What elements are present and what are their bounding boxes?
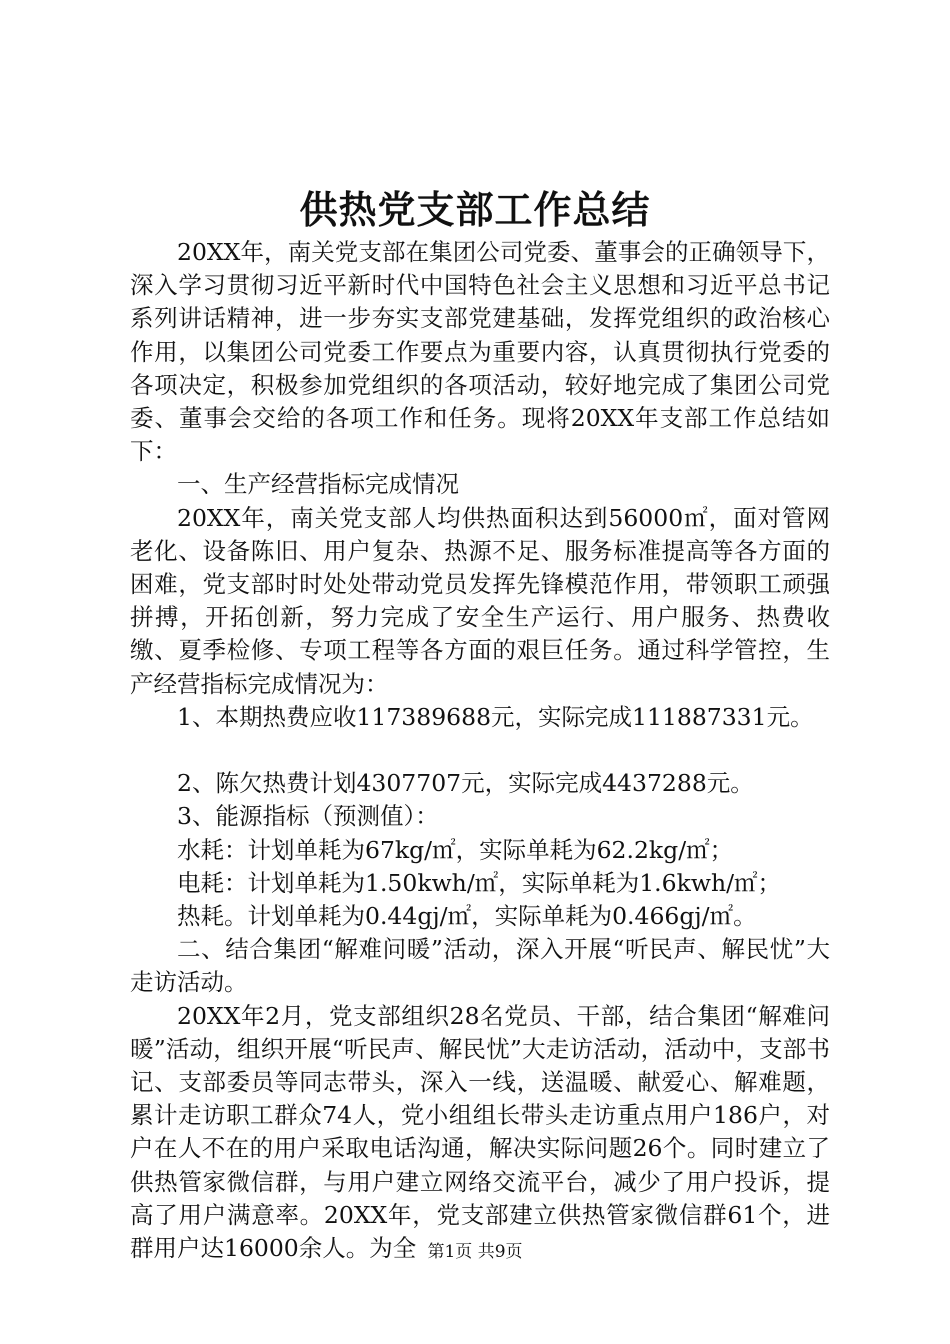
- section-heading-visits: 二、结合集团“解难问暖”活动，深入开展“听民声、解民忧”大走访活动。: [130, 935, 830, 997]
- paragraph-visits: 20XX年2月，党支部组织28名党员、干部，结合集团“解难问暖”活动，组织开展“听民声、解民忧”大走访活动，活动中，支部书记、支部委员等同志带头，深入一线，送温暖、献爱心、解难题，累计走访职工群众74人，党小组组长带头走访重点用户186户，对户在人不在的用户采取电话沟通，解决实际问题26个。同时建立了供热管家微信群，与用户建立网络交流平台，减少了用户投诉，提高了用户满意率。20XX年，党支部建立供热管家微信群61个，进群用户达16000余人。为全: [130, 1001, 830, 1263]
- list-item-arrears: 2、陈欠热费计划4307707元，实际完成4437288元。: [177, 769, 754, 798]
- energy-heat: 热耗。计划单耗为0.44gj/㎡，实际单耗为0.466gj/㎡。: [177, 902, 757, 931]
- section-heading-production: 一、生产经营指标完成情况: [177, 470, 459, 499]
- list-item-heat-fee: 1、本期热费应收117389688元，实际完成111887331元。: [177, 702, 814, 731]
- blank-line: [130, 734, 830, 767]
- paragraph-production: 20XX年，南关党支部人均供热面积达到56000㎡，面对管网老化、设备陈旧、用户复杂、热源不足、服务标准提高等各方面的困难，党支部时时处处带动党员发挥先锋模范作用，带领职工顽强拼搏，开拓创新，努力完成了安全生产运行、用户服务、热费收缴、夏季检修、专项工程等各方面的艰巨任务。通过科学管控，生产经营指标完成情况为：: [130, 503, 830, 698]
- list-item-energy: 3、能源指标（预测值）：: [177, 802, 439, 831]
- energy-electricity: 电耗：计划单耗为1.50kwh/㎡，实际单耗为1.6kwh/㎡；: [177, 868, 782, 897]
- document-body: [130, 236, 830, 1265]
- page-footer: 第1页 共9页: [427, 1242, 523, 1262]
- paragraph-intro: 20XX年，南关党支部在集团公司党委、董事会的正确领导下，深入学习贯彻习近平新时代中国特色社会主义思想和习近平总书记系列讲话精神，进一步夯实支部党建基础，发挥党组织的政治核心作用，以集团公司党委工作要点为重要内容，认真贯彻执行党委的各项决定，积极参加党组织的各项活动，较好地完成了集团公司党委、董事会交给的各项工作和任务。现将20XX年支部工作总结如下：: [130, 238, 830, 466]
- document-title: 供热党支部工作总结: [299, 187, 651, 232]
- energy-water: 水耗：计划单耗为67kg/㎡，实际单耗为62.2kg/㎡；: [177, 835, 734, 864]
